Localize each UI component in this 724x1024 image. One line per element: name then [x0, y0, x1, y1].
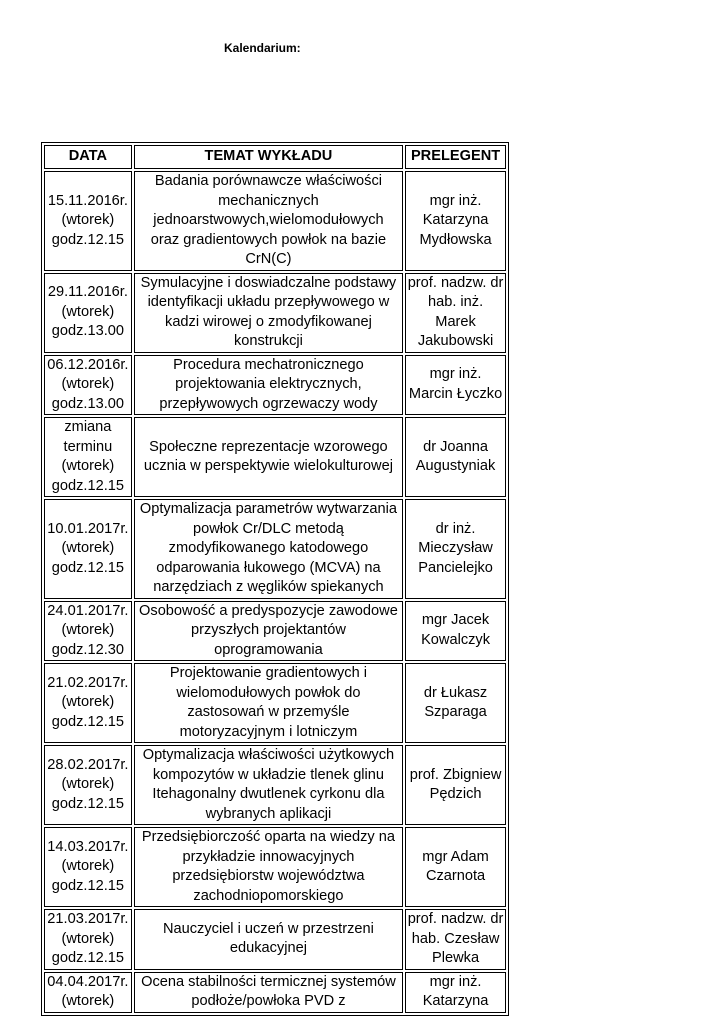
- table-row: [44, 355, 506, 416]
- lecture-topic: Przedsiębiorczość oparta na wiedzy na przykładzie innowacyjnych przedsiębiorstw województwa zachodniopomorskiego: [134, 827, 403, 907]
- lecture-date: 06.12.2016r. (wtorek) godz.13.00: [44, 355, 132, 416]
- table-row: [44, 745, 506, 825]
- lecture-date: 10.01.2017r. (wtorek) godz.12.15: [44, 499, 132, 599]
- table-row: [44, 273, 506, 353]
- lecture-date: zmiana terminu (wtorek) godz.12.15: [44, 417, 132, 497]
- lecture-topic: Optymalizacja właściwości użytkowych kompozytów w układzie tlenek glinu Itehagonalny dwutlenek cyrkonu dla wybranych aplikacji: [134, 745, 403, 825]
- column-header-speaker: PRELEGENT: [405, 145, 506, 169]
- table-row: [44, 601, 506, 662]
- table-row: [44, 417, 506, 497]
- lecture-topic: Projektowanie gradientowych i wielomodułowych powłok do zastosowań w przemyśle motoryzacyjnym i lotniczym: [134, 663, 403, 743]
- page-title: Kalendarium:: [224, 41, 301, 55]
- column-header-date: DATA: [44, 145, 132, 169]
- lecture-table: [41, 142, 509, 1016]
- lecture-speaker: dr Joanna Augustyniak: [405, 417, 506, 497]
- lecture-speaker: mgr inż. Katarzyna Mydłowska: [405, 171, 506, 271]
- lecture-date: 15.11.2016r. (wtorek) godz.12.15: [44, 171, 132, 271]
- lecture-date: 21.02.2017r. (wtorek) godz.12.15: [44, 663, 132, 743]
- lecture-topic: Nauczyciel i uczeń w przestrzeni edukacyjnej: [134, 909, 403, 970]
- table-row: [44, 972, 506, 1013]
- lecture-topic: Symulacyjne i doswiadczalne podstawy identyfikacji układu przepływowego w kadzi wirowej o zmodyfikowanej konstrukcji: [134, 273, 403, 353]
- lecture-topic: Badania porównawcze właściwości mechanicznych jednoarstwowych,wielomodułowych oraz gradientowych powłok na bazie CrN(C): [134, 171, 403, 271]
- table-row: [44, 827, 506, 907]
- lecture-topic: Osobowość a predyspozycje zawodowe przyszłych projektantów oprogramowania: [134, 601, 403, 662]
- table-row: [44, 499, 506, 599]
- lecture-speaker: prof. Zbigniew Pędzich: [405, 745, 506, 825]
- lecture-date: 29.11.2016r. (wtorek) godz.13.00: [44, 273, 132, 353]
- lecture-date: 28.02.2017r. (wtorek) godz.12.15: [44, 745, 132, 825]
- lecture-speaker: mgr Jacek Kowalczyk: [405, 601, 506, 662]
- table-header-row: [44, 145, 506, 169]
- lecture-speaker: mgr inż. Katarzyna: [405, 972, 506, 1013]
- lecture-speaker: prof. nadzw. dr hab. inż. Marek Jakubowski: [405, 273, 506, 353]
- lecture-topic: Społeczne reprezentacje wzorowego ucznia w perspektywie wielokulturowej: [134, 417, 403, 497]
- lecture-date: 24.01.2017r. (wtorek) godz.12.30: [44, 601, 132, 662]
- table-row: [44, 663, 506, 743]
- lecture-date: 14.03.2017r. (wtorek) godz.12.15: [44, 827, 132, 907]
- lecture-date: 04.04.2017r. (wtorek): [44, 972, 132, 1013]
- lecture-speaker: mgr Adam Czarnota: [405, 827, 506, 907]
- lecture-speaker: dr inż. Mieczysław Pancielejko: [405, 499, 506, 599]
- lecture-speaker: prof. nadzw. dr hab. Czesław Plewka: [405, 909, 506, 970]
- lecture-topic: Procedura mechatronicznego projektowania elektrycznych, przepływowych ogrzewaczy wody: [134, 355, 403, 416]
- lecture-speaker: mgr inż. Marcin Łyczko: [405, 355, 506, 416]
- lecture-speaker: dr Łukasz Szparaga: [405, 663, 506, 743]
- table-row: [44, 171, 506, 271]
- lecture-topic: Ocena stabilności termicznej systemów podłoże/powłoka PVD z: [134, 972, 403, 1013]
- lecture-calendar: [41, 142, 509, 1024]
- lecture-topic: Optymalizacja parametrów wytwarzania powłok Cr/DLC metodą zmodyfikowanego katodowego odparowania łukowego (MCVA) na narzędziach z węglików spiekanych: [134, 499, 403, 599]
- table-row: [44, 909, 506, 970]
- lecture-date: 21.03.2017r. (wtorek) godz.12.15: [44, 909, 132, 970]
- column-header-topic: TEMAT WYKŁADU: [134, 145, 403, 169]
